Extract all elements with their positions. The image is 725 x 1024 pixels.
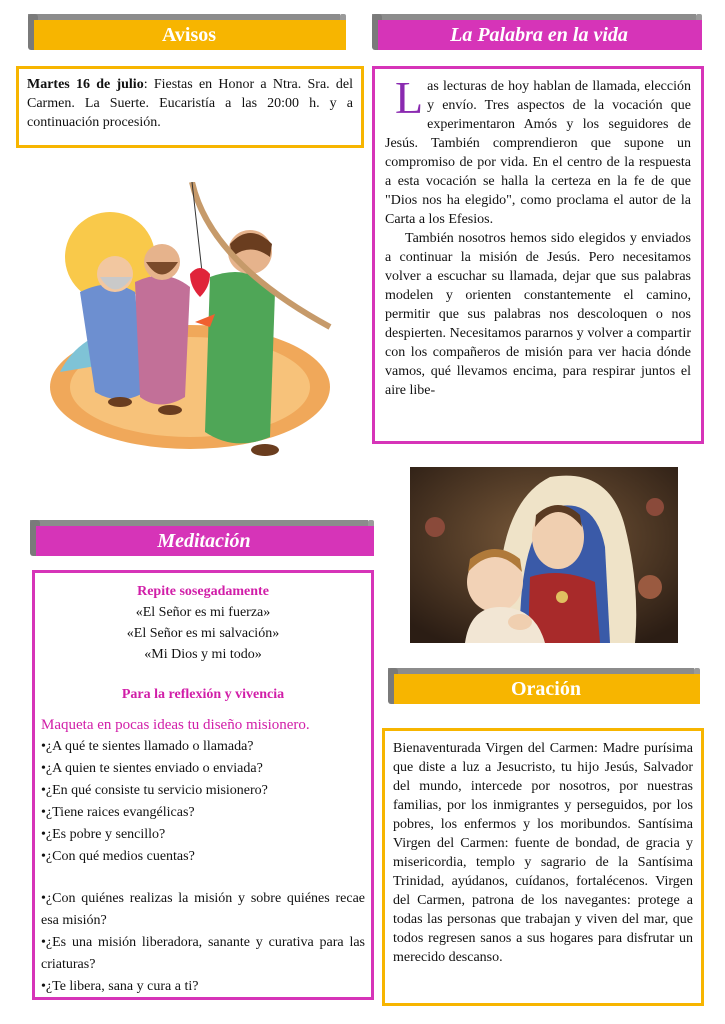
- virgin-and-child-image: [410, 467, 678, 643]
- palabra-dropcap: L: [395, 72, 424, 123]
- question-item: •¿En qué consiste tu servicio misionero?: [41, 783, 268, 798]
- question-item: •¿Es pobre y sencillo?: [41, 827, 166, 842]
- palabra-paragraph-2: También nosotros hemos sido elegidos y enviados a continuar la misión de Jesús. Pero necesitamos volver a escuchar su llamada, dejar que sus palabras modelen y orienten constantemente el camino, permitir que sus palabras nos descoloquen o nos despierten. Necesitamos pararnos y volver a compartir con los compañeros de misión para ver hacia dónde vamos, qué llevamos encima, para respirar juntos el aire libe-: [385, 231, 691, 398]
- repite-heading: Repite sosegadamente: [137, 584, 269, 599]
- avisos-banner: [28, 14, 346, 50]
- question-item: •¿Con quiénes realizas la misión y sobre quiénes recae esa misión?: [41, 891, 365, 928]
- repite-line: «El Señor es mi fuerza»: [135, 605, 271, 620]
- avisos-date: Martes 16 de julio: [27, 77, 144, 92]
- oracion-text: Bienaventurada Virgen del Carmen: Madre purísima que diste a luz a Jesucristo, tu hijo Jesús, Salvador del mundo, intercede por nosotros, por nuestras familias, por los inmigrantes y perseguidos, por los pobres, los enfermos y los moribundos. Santísima Virgen del Carmen: fuente de bondad, de gracia y misericordia, templo y sagrario de la Santísima Trinidad, ayúdanos, cuídanos, fortalécenos. Virgen del Carmen, patrona de los navegantes: protege a todas las personas que trabajan y viven del mar, que todos regresen sanos a sus hogares para disfrutar un merecido descanso.: [393, 741, 693, 965]
- avisos-text: : Fiestas en Honor a Ntra. Sra. del Carmen. La Suerte. Eucaristía a las 20:00 h. y a continuación procesión.: [27, 77, 353, 130]
- oracion-box: [382, 728, 704, 1006]
- repite-line: «El Señor es mi salvación»: [126, 626, 280, 641]
- question-item: •¿A qué te sientes llamado o llamada?: [41, 739, 254, 754]
- apostles-illustration: [40, 182, 340, 472]
- reflexion-intro: Maqueta en pocas ideas tu diseño misionero.: [41, 717, 310, 733]
- palabra-box: [372, 66, 704, 444]
- meditacion-box: [32, 570, 374, 1000]
- palabra-paragraph-1: as lecturas de hoy hablan de llamada, elección y envío. Tres aspectos de la vocación que experimentaron Amós y los seguidores de Jesús. También comprendieron que supone un compromiso de por vida. En el centro de la respuesta a esta vocación se halla la certeza en la fe de que "Dios nos ha elegido", como proclama el autor de la Carta a los Efesios.: [385, 79, 691, 227]
- question-item: •¿Con qué medios cuentas?: [41, 849, 195, 864]
- reflexion-heading: Para la reflexión y vivencia: [121, 687, 285, 702]
- question-item: •¿Te libera, sana y cura a ti?: [41, 979, 199, 994]
- oracion-banner: [388, 668, 700, 704]
- palabra-banner: [372, 14, 702, 50]
- avisos-title: Avisos: [161, 24, 217, 46]
- oracion-title: Oración: [511, 678, 581, 700]
- repite-line: «Mi Dios y mi todo»: [144, 647, 262, 662]
- palabra-title: La Palabra en la vida: [450, 24, 628, 46]
- meditacion-title: Meditación: [157, 530, 251, 552]
- question-item: •¿Es una misión liberadora, sanante y curativa para las criaturas?: [41, 935, 365, 972]
- meditacion-banner: [30, 520, 374, 556]
- question-item: •¿A quien te sientes enviado o enviada?: [41, 761, 263, 776]
- question-item: •¿Tiene raices evangélicas?: [41, 805, 195, 820]
- avisos-box: [16, 66, 364, 148]
